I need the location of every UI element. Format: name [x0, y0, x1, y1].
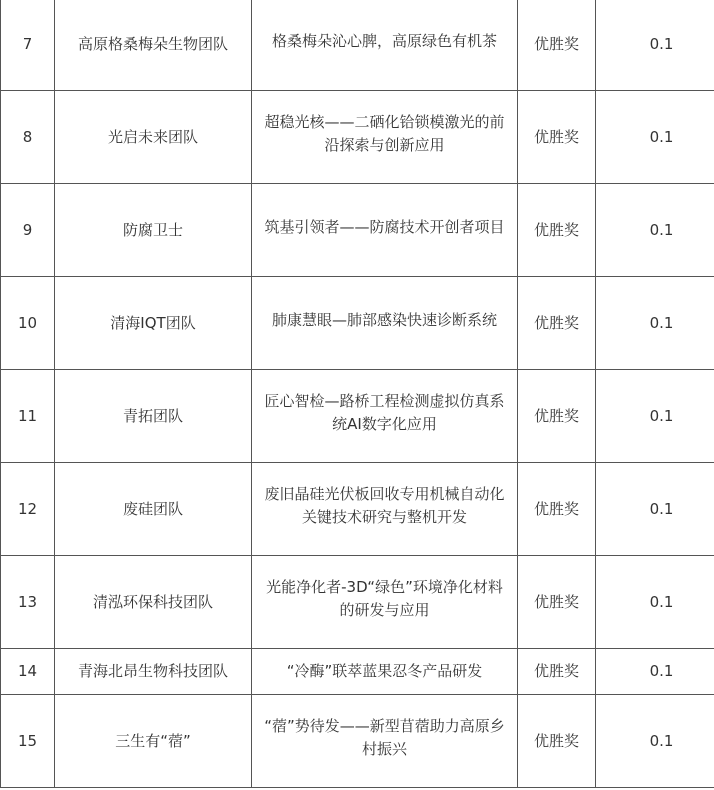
score: 0.1	[596, 91, 714, 184]
row-number: 12	[1, 463, 55, 556]
row-number: 9	[1, 184, 55, 277]
row-number: 13	[1, 556, 55, 649]
project-name: 超稳光核——二硒化铪锁模激光的前沿探索与创新应用	[252, 91, 518, 184]
score: 0.1	[596, 370, 714, 463]
team-name: 清泓环保科技团队	[55, 556, 252, 649]
row-number: 10	[1, 277, 55, 370]
score: 0.1	[596, 0, 714, 91]
team-name: 清海IQT团队	[55, 277, 252, 370]
project-name: 格桑梅朵沁心脾，高原绿色有机茶	[252, 0, 518, 91]
table-row	[1, 556, 714, 649]
team-name: 青拓团队	[55, 370, 252, 463]
team-name: 三生有“蓿”	[55, 695, 252, 788]
team-name: 防腐卫士	[55, 184, 252, 277]
table-row	[1, 370, 714, 463]
team-name: 青海北昂生物科技团队	[55, 649, 252, 695]
project-name: “冷酶”联萃蓝果忍冬产品研发	[252, 649, 518, 695]
award-level: 优胜奖	[518, 0, 596, 91]
project-name: 光能净化者-3D“绿色”环境净化材料的研发与应用	[252, 556, 518, 649]
row-number: 7	[1, 0, 55, 91]
award-level: 优胜奖	[518, 463, 596, 556]
table-row	[1, 695, 714, 788]
award-level: 优胜奖	[518, 277, 596, 370]
team-name: 光启未来团队	[55, 91, 252, 184]
project-name: 筑基引领者——防腐技术开创者项目	[252, 184, 518, 277]
award-level: 优胜奖	[518, 556, 596, 649]
table-row	[1, 649, 714, 695]
table-row	[1, 0, 714, 91]
award-level: 优胜奖	[518, 184, 596, 277]
score: 0.1	[596, 463, 714, 556]
row-number: 15	[1, 695, 55, 788]
table-row	[1, 277, 714, 370]
score: 0.1	[596, 277, 714, 370]
team-name: 高原格桑梅朵生物团队	[55, 0, 252, 91]
score: 0.1	[596, 695, 714, 788]
project-name: “蓿”势待发——新型苜蓿助力高原乡村振兴	[252, 695, 518, 788]
project-name: 匠心智检—路桥工程检测虚拟仿真系统AI数字化应用	[252, 370, 518, 463]
row-number: 14	[1, 649, 55, 695]
score: 0.1	[596, 556, 714, 649]
award-level: 优胜奖	[518, 91, 596, 184]
row-number: 11	[1, 370, 55, 463]
project-name: 肺康慧眼—肺部感染快速诊断系统	[252, 277, 518, 370]
table-row	[1, 184, 714, 277]
score: 0.1	[596, 184, 714, 277]
project-name: 废旧晶硅光伏板回收专用机械自动化关键技术研究与整机开发	[252, 463, 518, 556]
table-row	[1, 91, 714, 184]
table-row	[1, 463, 714, 556]
award-level: 优胜奖	[518, 370, 596, 463]
award-level: 优胜奖	[518, 649, 596, 695]
row-number: 8	[1, 91, 55, 184]
award-level: 优胜奖	[518, 695, 596, 788]
team-name: 废硅团队	[55, 463, 252, 556]
score: 0.1	[596, 649, 714, 695]
